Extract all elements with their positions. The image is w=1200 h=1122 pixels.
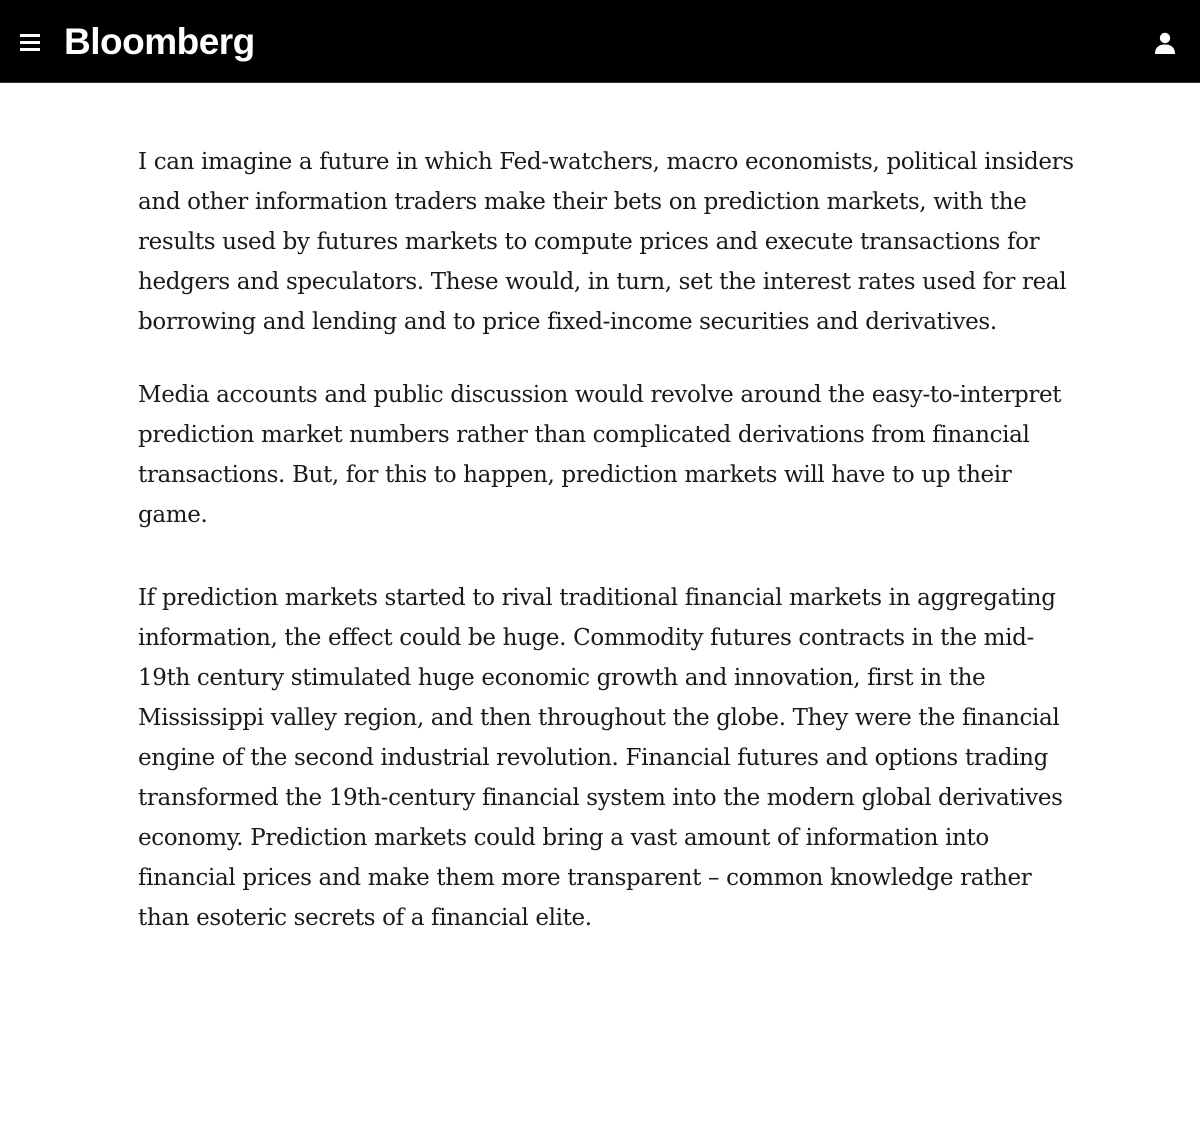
article-body	[138, 142, 1078, 938]
article-paragraph: If prediction markets started to rival traditional financial markets in aggregating information, the effect could be huge. Commodity futures contracts in the mid-19th century stimulated huge economic growth and innovation, first in the Mississippi valley region, and then throughout the globe. They were the financial engine of the second industrial revolution. Financial futures and options trading transformed the 19th-century financial system into the modern global derivatives economy. Prediction markets could bring a vast amount of information into financial prices and make them more transparent – common knowledge rather than esoteric secrets of a financial elite.	[138, 585, 1063, 931]
menu-line	[20, 41, 40, 44]
article-paragraph: I can imagine a future in which Fed-watchers, macro economists, political insiders and other information traders make their bets on prediction markets, with the results used by futures markets to compute prices and execute transactions for hedgers and speculators. These would, in turn, set the interest rates used for real borrowing and lending and to price fixed-income securities and derivatives.	[138, 149, 1074, 335]
menu-line	[20, 34, 40, 37]
user-account-icon[interactable]	[1152, 30, 1178, 56]
hamburger-menu-icon[interactable]	[20, 34, 40, 52]
article-paragraph: Media accounts and public discussion would revolve around the easy-to-interpret prediction market numbers rather than complicated derivations from financial transactions. But, for this to happen, prediction markets will have to up their game.	[138, 382, 1062, 528]
bloomberg-logo[interactable]: Bloomberg	[64, 21, 255, 62]
top-navigation-bar	[0, 0, 1200, 83]
menu-line	[20, 48, 40, 51]
